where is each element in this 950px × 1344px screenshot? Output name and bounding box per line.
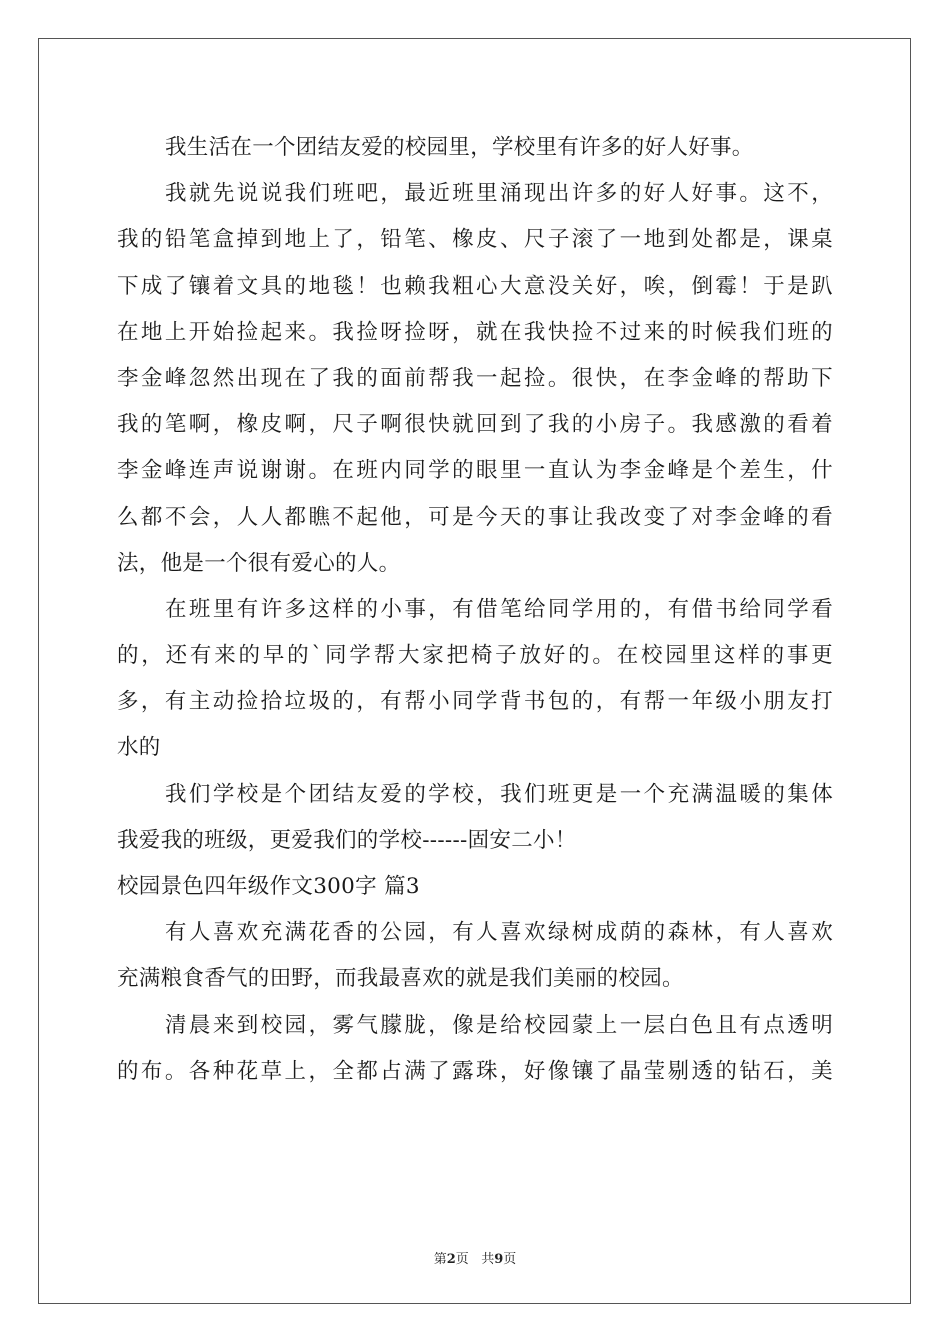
text-line: 我们学校是个团结友爱的学校，我们班更是一个充满温暖的集体 xyxy=(165,781,833,807)
current-page-number: 2 xyxy=(446,1252,456,1267)
text-line: 么都不会，人人都瞧不起他，可是今天的事让我改变了对李金峰的看 xyxy=(117,504,833,530)
document-body xyxy=(117,125,833,1095)
footer-page-suffix: 页 xyxy=(455,1252,469,1267)
footer-total-suffix: 页 xyxy=(503,1252,517,1267)
text-line: 下成了镶着文具的地毯！也赖我粗心大意没关好，唉，倒霉！于是趴 xyxy=(117,273,833,299)
section-heading: 校园景色四年级作文300字 篇3 xyxy=(117,874,420,899)
page-footer xyxy=(0,1248,950,1267)
text-line: 法，他是一个很有爱心的人。 xyxy=(117,550,401,576)
footer-total-prefix: 共 xyxy=(481,1252,495,1267)
footer-prefix: 第 xyxy=(433,1252,447,1267)
text-line: 我爱我的班级，更爱我们的学校------固安二小！ xyxy=(117,827,577,853)
total-pages-number: 9 xyxy=(494,1252,504,1267)
text-line: 多，有主动捡拾垃圾的，有帮小同学背书包的，有帮一年级小朋友打 xyxy=(117,689,833,715)
text-line: 在地上开始捡起来。我捡呀捡呀，就在我快捡不过来的时候我们班的 xyxy=(117,319,833,345)
text-line: 的，还有来的早的`同学帮大家把椅子放好的。在校园里这样的事更 xyxy=(117,643,833,669)
text-line: 有人喜欢充满花香的公园，有人喜欢绿树成荫的森林，有人喜欢 xyxy=(165,920,833,946)
text-line: 在班里有许多这样的小事，有借笔给同学用的，有借书给同学看 xyxy=(165,596,833,622)
text-line: 清晨来到校园，雾气朦胧，像是给校园蒙上一层白色且有点透明 xyxy=(165,1012,833,1038)
text-line: 我的铅笔盒掉到地上了，铅笔、橡皮、尺子滚了一地到处都是，课桌 xyxy=(117,227,833,253)
text-line: 的布。各种花草上，全都占满了露珠，好像镶了晶莹剔透的钻石，美 xyxy=(117,1058,833,1084)
text-line: 我的笔啊，橡皮啊，尺子啊很快就回到了我的小房子。我感激的看着 xyxy=(117,412,833,438)
text-line: 充满粮食香气的田野，而我最喜欢的就是我们美丽的校园。 xyxy=(117,966,684,992)
text-line: 水的 xyxy=(117,735,161,761)
text-line: 李金峰连声说谢谢。在班内同学的眼里一直认为李金峰是个差生，什 xyxy=(117,458,833,484)
text-line: 我就先说说我们班吧，最近班里涌现出许多的好人好事。这不， xyxy=(165,181,833,207)
text-line: 我生活在一个团结友爱的校园里，学校里有许多的好人好事。 xyxy=(165,135,754,160)
text-line: 李金峰忽然出现在了我的面前帮我一起捡。很快，在李金峰的帮助下 xyxy=(117,365,833,391)
